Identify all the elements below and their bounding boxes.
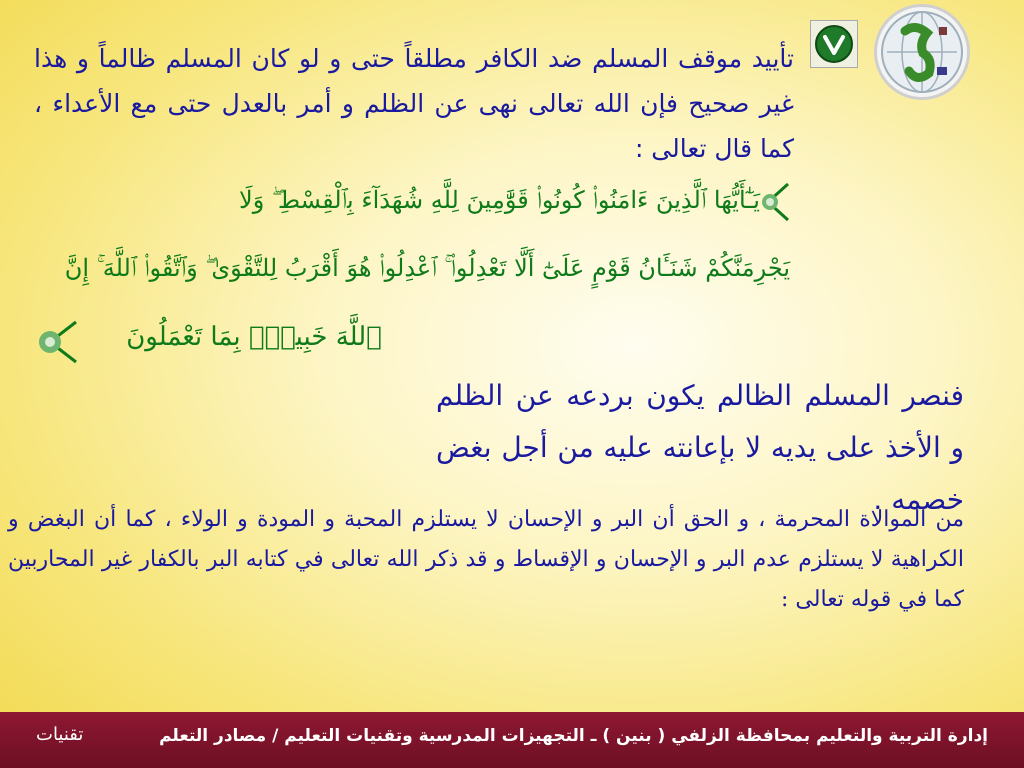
intro-paragraph: تأييد موقف المسلم ضد الكافر مطلقاً حتى و لو كان المسلم ظالماً و هذا غير صحيح فإن الله تعالى نهى عن الظلم و أمر بالعدل حتى مع الأعداء ، كما قال تعالى : [34,44,794,163]
second-paragraph: فنصر المسلم الظالم يكون بردعه عن الظلم و الأخذ على يديه لا بإعانته عليه من أجل بغض خصمه . [436,379,964,516]
quran-verse-line-1: يَـٰٓأَيُّهَا ٱلَّذِينَ ءَامَنُوا۟ كُونُوا۟ قَوَّٰمِينَ لِلَّهِ شُهَدَآءَ بِٱلْقِسْطِ ۖ وَلَا [239,186,760,214]
checkmark-icon [810,20,858,68]
quran-verse-line-2: يَجْرِمَنَّكُمْ شَنَـَٔانُ قَوْمٍ عَلَىٰٓ أَلَّا تَعْدِلُوا۟ ۚ ٱعْدِلُوا۟ هُوَ أَقْرَبُ لِلتَّقْوَىٰ ۖ وَٱتَّقُوا۟ ٱللَّهَ ۚ إِنَّ [64,254,790,282]
third-paragraph: من الموالاة المحرمة ، و الحق أن البر و الإحسان لا يستلزم المحبة و المودة و الولاء ، كما أن البغض و الكراهية لا يستلزم عدم البر و الإحسان و الإقساط و قد ذكر الله تعالى في كتابه البر بالكفار غير المحاربين كما في قوله تعالى : [8,507,965,612]
footer-bar [0,712,1024,768]
globe-logo-icon [874,4,970,100]
ornament-icon [32,318,80,370]
ornament-icon [758,180,792,228]
footer-logo: تقنيات [36,724,84,745]
footer-text: إدارة التربية والتعليم بمحافظة الزلفي ( بنين ) ـ التجهيزات المدرسية وتقنيات التعليم / مصادر التعلم [159,726,988,746]
quran-verse-line-3: ٱللَّهَ خَبِيرٌۢ بِمَا تَعْمَلُونَ [126,322,382,352]
